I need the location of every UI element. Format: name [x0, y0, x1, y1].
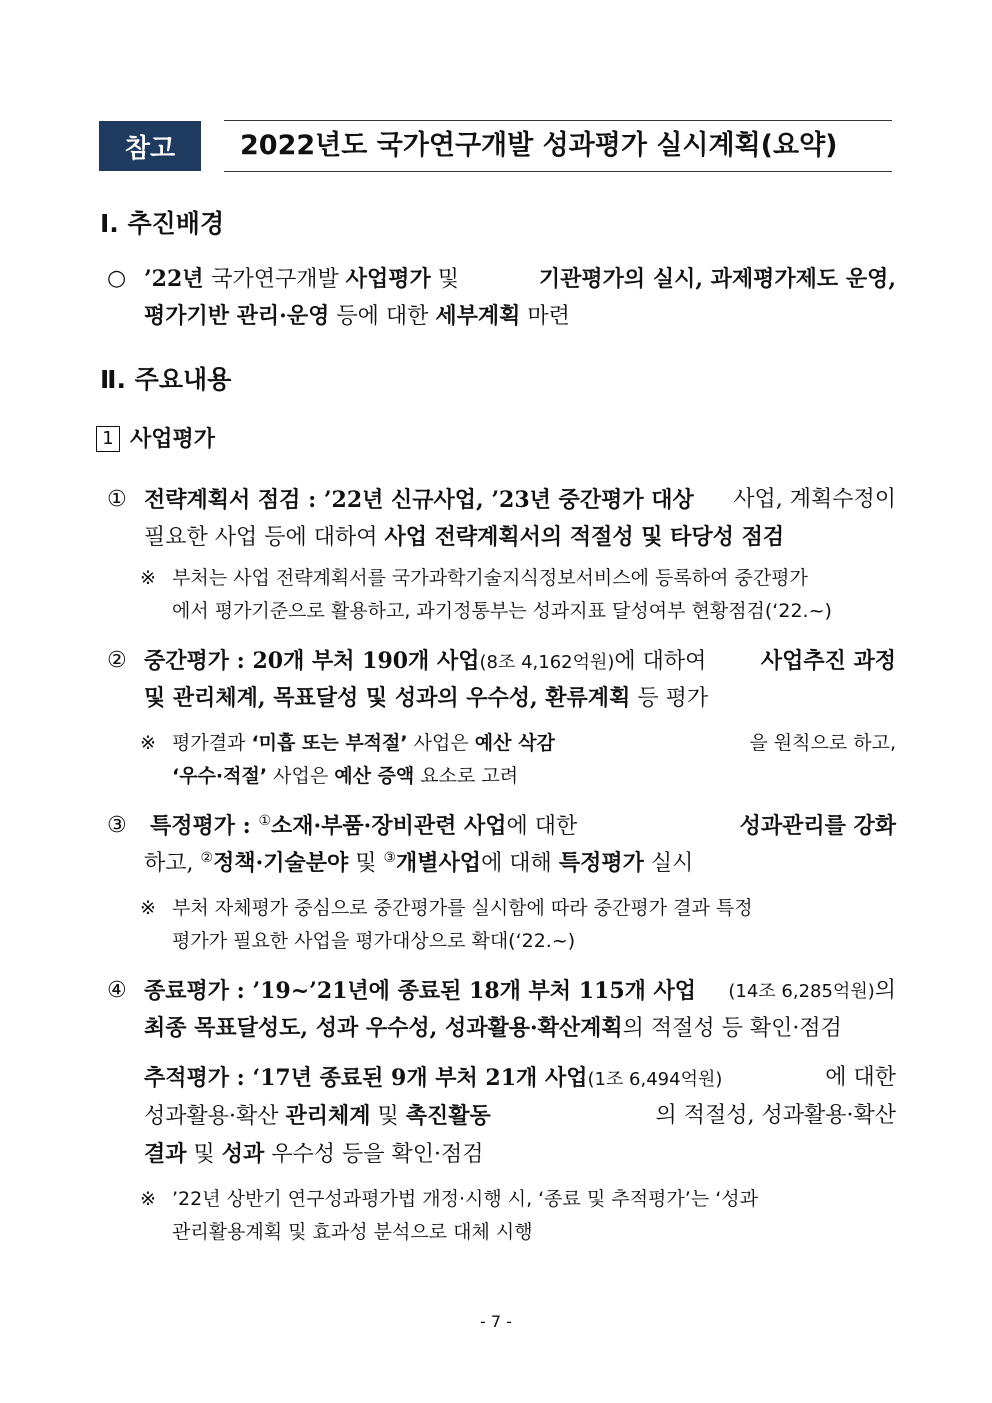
tracking-eval-line-1: 추적평가 : ‘17년 종료된 9개 부처 21개 사업(1조 6,494억원) 에 대한: [144, 1065, 896, 1091]
item2-note-line-2: ‘우수·적절’ 사업은 예산 증액 요소로 고려: [172, 765, 519, 787]
item4-note-line-2: 관리활용계획 및 효과성 분석으로 대체 시행: [172, 1221, 533, 1243]
reference-mark-icon: ※: [140, 567, 156, 589]
item1-note-line-2: 에서 평가기준으로 활용하고, 과기정통부는 성과지표 달성여부 현황점검(‘22.~): [172, 600, 832, 622]
boxed-number: 1: [96, 426, 120, 452]
section-heading-background: Ⅰ. 추진배경: [100, 209, 225, 238]
item2-note-line-1: 평가결과 ‘미흡 또는 부적절’ 사업은 예산 삭감 을 원칙으로 하고,: [172, 732, 896, 754]
title-top-rule: [224, 120, 892, 121]
reference-mark-icon: ※: [140, 1188, 156, 1210]
item1-line-2: 필요한 사업 등에 대하여 사업 전략계획서의 적절성 및 타당성 점검: [144, 524, 785, 550]
background-line-2: 평가기반 관리·운영 등에 대한 세부계획 마련: [144, 303, 570, 329]
item2-line-1: 중간평가 : 20개 부처 190개 사업(8조 4,162억원)에 대하여 사업추진 과정: [144, 648, 896, 674]
tracking-eval-line-2: 성과활용·확산 관리체계 및 촉진활동 의 적절성, 성과활용·확산: [144, 1103, 896, 1129]
page-title: 2022년도 국가연구개발 성과평가 실시계획(요약): [240, 130, 838, 161]
reference-mark-icon: ※: [140, 732, 156, 754]
item4-line-2: 최종 목표달성도, 성과 우수성, 성과활용·확산계획의 적절성 등 확인·점검: [144, 1015, 842, 1041]
item1-note-line-1: 부처는 사업 전략계획서를 국가과학기술지식정보서비스에 등록하여 중간평가: [172, 567, 808, 589]
item3-note-line-2: 평가가 필요한 사업을 평가대상으로 확대(‘22.~): [172, 930, 576, 952]
item3-line-1: 특정평가 : ①소재·부품·장비관련 사업에 대한 성과관리를 강화: [150, 813, 896, 839]
title-bottom-rule: [224, 171, 892, 172]
circle-bullet-icon: ○: [107, 266, 127, 291]
page-number: - 7 -: [480, 1312, 512, 1331]
circled-number-4: ④: [107, 978, 127, 1003]
item1-line-1: 전략계획서 점검 : ’22년 신규사업, ’23년 중간평가 대상 사업, 계획수정이: [144, 487, 896, 513]
background-line-1: ’22년 국가연구개발 사업평가 및 기관평가의 실시, 과제평가제도 운영,: [144, 266, 896, 292]
item2-line-2: 및 관리체계, 목표달성 및 성과의 우수성, 환류계획 등 평가: [144, 685, 709, 711]
section-heading-main-content: Ⅱ. 주요내용: [100, 365, 232, 394]
tracking-eval-line-3: 결과 및 성과 우수성 등을 확인·점검: [144, 1141, 484, 1167]
subsection-heading-project-evaluation: 1 사업평가: [96, 424, 215, 456]
reference-badge: 참고: [99, 121, 201, 171]
item4-note-line-1: ’22년 상반기 연구성과평가법 개정·시행 시, ‘종료 및 추적평가’는 ‘성과: [172, 1188, 758, 1210]
item3-line-2: 하고, ②정책·기술분야 및 ③개별사업에 대해 특정평가 실시: [144, 850, 694, 876]
circled-number-3: ③: [107, 813, 127, 838]
reference-mark-icon: ※: [140, 897, 156, 919]
circled-number-2: ②: [107, 648, 127, 673]
item3-note-line-1: 부처 자체평가 중심으로 중간평가를 실시함에 따라 중간평가 결과 특정: [172, 897, 753, 919]
item4-line-1: 종료평가 : ’19~’21년에 종료된 18개 부처 115개 사업 (14조 6,285억원)의: [144, 978, 896, 1004]
circled-number-1: ①: [107, 487, 127, 512]
